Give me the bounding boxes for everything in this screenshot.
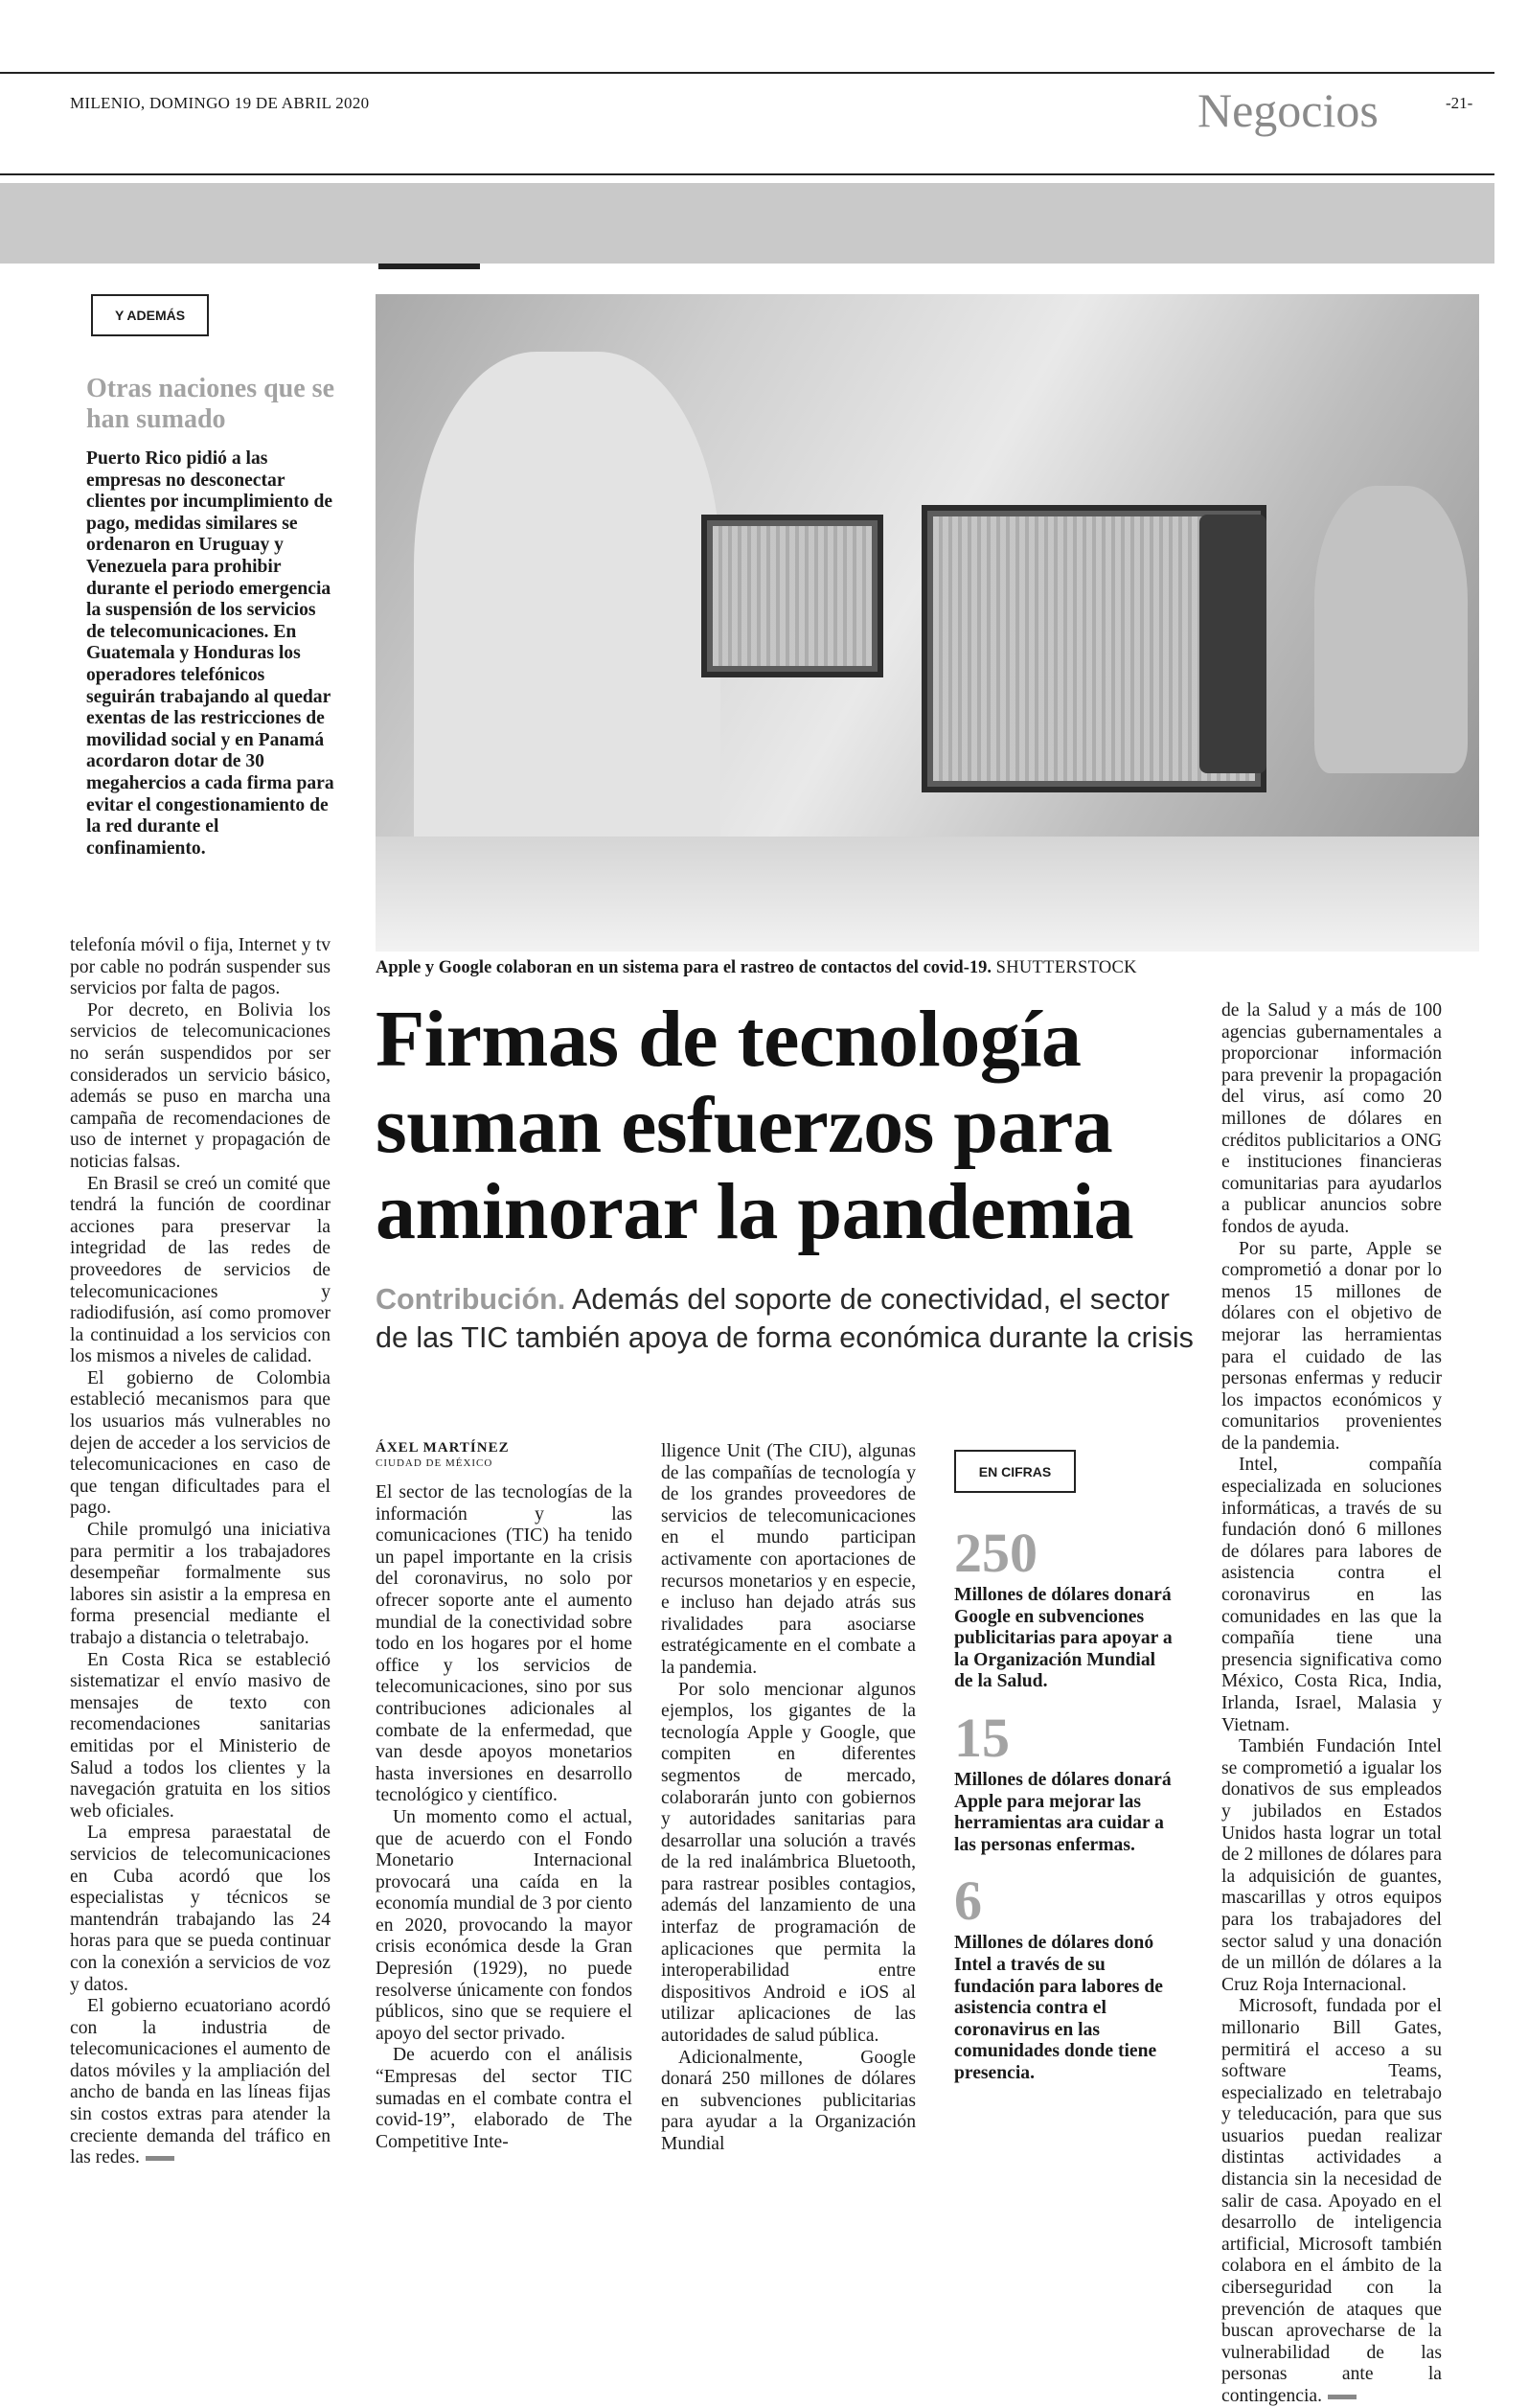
sidebar-body: Puerto Rico pidió a las empresas no desconectar clientes por incumplimiento de pago, medidas similares se ordenaron en Uruguay y Venezuela para prohibir durante el periodo emergencia la suspensión de los servicios de telecomunicaciones. En Guatemala y Honduras los operadores telefónicos seguirán trabajando al quedar exentas de las restricciones de movilidad social y en Panamá acordaron dotar de 30 megahercios a cada firma para evitar el congestionamiento de la red durante el confinamiento. [86,448,334,859]
sidebar-label: Y ADEMÁS [114,308,186,323]
cifra-item [954,1522,1184,1693]
paragraph: Por solo mencionar algunos ejemplos, los gigantes de la tecnología Apple y Google, que compiten en diferentes segmentos de mercado, colaborarán junto con gobiernos y autoridades sanitarias para desarrollar una solución a través de la red inalámbrica Bluetooth, para rastrear posibles contagios, además del lanzamiento de una interfaz de programación de aplicaciones que permita la interoperabilidad entre dispositivos Android e iOS al utilizar aplicaciones de las autoridades de salud pública. [661,1679,916,2047]
paragraph [70,1996,331,2169]
headline [376,997,1209,1255]
cifra-number: 15 [954,1706,1010,1769]
paragraph: La empresa paraestatal de servicios de telecomunicaciones en Cuba acordó que los especialistas y técnicos se mantendrán trabajando las 24 horas para que se pueda continuar con la conexión a servicios de voz y datos. [70,1823,331,1995]
author-name: ÁXEL MARTÍNEZ [376,1440,510,1456]
paragraph: Por su parte, Apple se comprometió a donar por lo menos 15 millones de dólares con el objetivo de mejorar las herramientas para el cuidado de las personas enfermas y reducir los impactos económicos y comunitarios provenientes de la pandemia. [1221,1238,1442,1454]
sidebar-label-box [91,294,209,336]
paragraph: Chile promulgó una iniciativa para permitir a los trabajadores desempeñar formalmente sus labores sin asistir a la empresa en forma presencial mediante el trabajo a distancia o teletrabajo. [70,1520,331,1648]
paragraph: Por decreto, en Bolivia los servicios de telecomunicaciones no serán suspendidos por ser considerados un servicio básico, además se puso en marcha una campaña de recomendaciones de uso de internet y propagación de noticias falsas. [70,999,331,1172]
section-title: Negocios [1197,83,1379,137]
headline-line: aminorar la pandemia [376,1167,1134,1256]
paragraph: Intel, compañía especializada en soluciones informáticas, a través de su fundación donó 6 millones de dólares para labores de asistencia contra el coronavirus en las comunidades en las que la compañía tiene una presencia significativa como México, Costa Rica, India, Irlanda, Israel, Malasia y Vietnam. [1221,1455,1442,1735]
lab-bench [376,837,1479,952]
byline [376,1440,632,1469]
paragraph-text: El gobierno ecuatoriano acordó con la industria de telecomunicaciones el aumento de datos móviles y la ampliación del ancho de banda en las líneas fijas sin costos extras para atender la creciente demanda del tráfico en las redes. [70,1996,331,2168]
top-rule [0,72,1494,74]
background-figure [1314,486,1468,773]
subhead-lead: Contribución. [376,1283,566,1316]
paragraph: El sector de las tecnologías de la información y las comunicaciones (TIC) ha tenido un papel importante en la crisis del coronavirus, no solo por ofrecer soporte ante el aumento mundial de la conectividad sobre todo en los hogares por el home office y los servicios de telecomunicaciones, sino por sus contribuciones adicionales al combate de la enfermedad, que van desde apoyos monetarios hasta inversiones en desarrollo tecnológico y científico. [376,1482,632,1806]
publication-date: MILENIO, DOMINGO 19 DE ABRIL 2020 [70,94,370,112]
lab-photo [376,294,1479,952]
cifra-item [954,1869,1184,2084]
paragraph-text: Microsoft, fundada por el millonario Bill Gates, permitirá el acceso a su software Teams, especializado en teletrabajo y teleducación, para que sus usuarios puedan realizar distintas actividades a distancia sin la necesidad de salir de casa. Apoyado en el desarrollo de inteligencia artificial, Microsoft también colabora en el ámbito de la ciberseguridad con la prevención de ataques que buscan aprovecharse de la vulnerabilidad de las personas ante la contingencia. [1221,1996,1442,2406]
paragraph: El gobierno de Colombia estableció mecanismos para que los usuarios más vulnerables no dejen de acceder a los servicios de telecomunicaciones en caso de que tengan dificultades para el pago. [70,1367,331,1519]
paragraph: telefonía móvil o fija, Internet y tv por cable no podrán suspender sus servicios por falta de pagos. [70,935,331,999]
en-cifras-label: EN CIFRAS [978,1463,1052,1479]
photo-credit: SHUTTERSTOCK [995,958,1137,977]
sidebar-title: Otras naciones que se han sumado [86,374,334,434]
page-number: -21- [1446,94,1473,112]
paragraph: lligence Unit (The CIU), algunas de las compañías de tecnología y de los grandes proveedores de servicios de telecomunicaciones en el mundo participan activamente con aportaciones de recursos monetarios y en especie, e incluso han dejado atrás sus rivalidades para asociarse estratégicamente en el combate a la pandemia. [661,1441,916,1678]
dateline-city: CIUDAD DE MÉXICO [376,1457,493,1469]
section-tick [378,264,480,269]
caption-text: Apple y Google colaboran en un sistema para el rastreo de contactos del covid-19. [376,958,992,977]
paragraph [1221,1996,1442,2407]
end-mark [1328,2395,1357,2399]
grey-banner [0,183,1494,264]
cifra-item [954,1706,1184,1856]
subhead [376,1280,1209,1357]
article-column-5 [1221,1000,1442,2408]
cifra-text: Millones de dólares donará Apple para mejorar las herramientas ara cuidar a las personas enfermas. [954,1769,1172,1855]
article-column-3 [661,1441,916,2156]
paragraph: Un momento como el actual, que de acuerdo con el Fondo Monetario Internacional provocará una caída en la economía mundial de 3 por ciento en 2020, provocando la mayor crisis económica desde la Gran Depresión (1929), no puede resolverse únicamente con fondos públicos, sino que se requiere el apoyo del sector privado. [376,1806,632,2044]
paragraph: En Brasil se creó un comité que tendrá la función de coordinar acciones para preservar la integridad de las redes de proveedores de servicios de telecomunicaciones y radiodifusión, así como promover la continuidad a los servicios con los mismos a niveles de calidad. [70,1173,331,1367]
cifra-text: Millones de dólares donó Intel a través de su fundación para labores de asistencia contra el coronavirus en las comunidades donde tiene presencia. [954,1933,1163,2083]
headline-line: suman esfuerzos para [376,1081,1113,1170]
end-mark [146,2156,174,2161]
paragraph: de la Salud y a más de 100 agencias gubernamentales a proporcionar información para prevenir la propagación del virus, así como 20 millones de dólares en créditos publicitarios a ONG e instituciones financieras comunitarias para ayudarlos a publicar anuncios sobre fondos de ayuda. [1221,1000,1442,1237]
article-column-2 [376,1482,632,2153]
cifra-number: 6 [954,1869,982,1933]
paragraph: Adicionalmente, Google donará 250 millones de dólares en subvenciones publicitarias para ayudar a la Organización Mundial [661,2047,916,2154]
paragraph: De acuerdo con el análisis “Empresas del sector TIC sumadas en el combate contra el covid-19”, elaborado de The Competitive Inte- [376,2045,632,2152]
en-cifras-label-box [954,1450,1076,1493]
header-rule [0,173,1494,175]
article-column-1 [70,935,331,2169]
subhead-text: Además del soporte de conectividad, el sector de las TIC también apoya de forma económica durante la crisis [376,1283,1194,1354]
en-cifras-list [954,1522,1184,2102]
cifra-number: 250 [954,1522,1038,1584]
headline-line: Firmas de tecnología [376,995,1082,1084]
scientist-figure [414,352,720,888]
monitor-left [701,515,883,677]
cifra-text: Millones de dólares donará Google en subvenciones publicitarias para apoyar a la Organización Mundial de la Salud. [954,1585,1173,1692]
paragraph: También Fundación Intel se comprometió a igualar los donativos de sus empleados y jubilados en Estados Unidos hasta lograr un total de 2 millones de dólares para la adquisición de guantes, mascarillas y otros equipos para los trabajadores del sector salud y una donación de un millón de dólares a la Cruz Roja Internacional. [1221,1736,1442,1995]
photo-caption [376,958,1487,978]
microscope [1199,515,1266,773]
paragraph: En Costa Rica se estableció sistematizar el envío masivo de mensajes de texto con recomendaciones sanitarias emitidas por el Ministerio de Salud a todos los clientes y la navegación gratuita en los sitios web oficiales. [70,1649,331,1822]
